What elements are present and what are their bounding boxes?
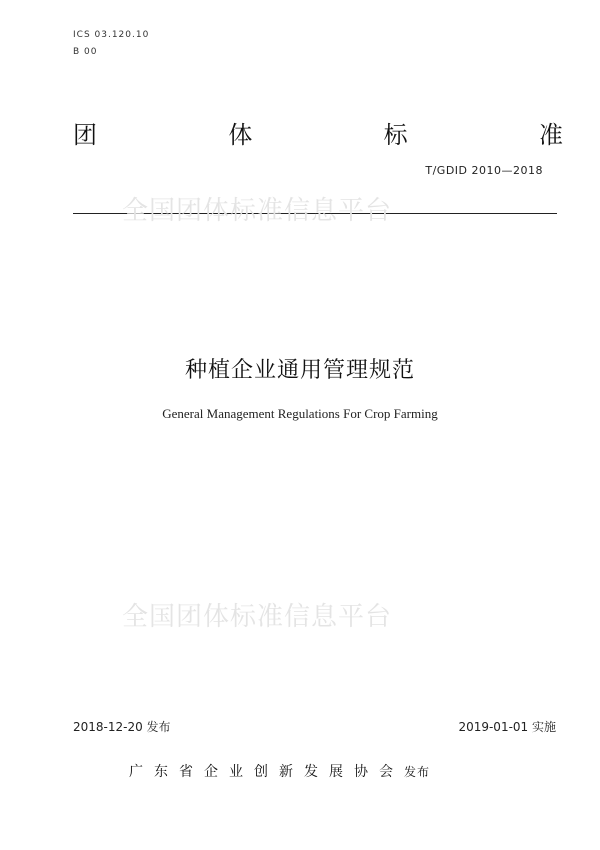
category-char: 标 <box>383 120 408 149</box>
category-char: 准 <box>538 120 563 149</box>
publisher <box>129 761 529 781</box>
ics-code: ICS 03.120.10 <box>73 30 150 40</box>
ccs-code: B 00 <box>73 47 98 57</box>
publisher-suffix: 发布 <box>404 765 431 779</box>
implementation-date: 2019-01-01 实施 <box>458 720 556 734</box>
watermark: 全国团体标准信息平台 <box>122 602 393 632</box>
watermark: 全国团体标准信息平台 <box>122 196 393 226</box>
issue-date: 2018-12-20 发布 <box>73 720 171 734</box>
document-title-cn: 种植企业通用管理规范 <box>184 358 415 383</box>
category-char: 团 <box>73 120 97 149</box>
standard-category <box>73 116 563 148</box>
publisher-org: 广东省企业创新发展协会 <box>129 764 404 780</box>
document-title-en: General Management Regulations For Crop Farming <box>162 406 438 421</box>
category-char: 体 <box>228 120 253 149</box>
standard-number: T/GDID 2010—2018 <box>425 164 543 177</box>
